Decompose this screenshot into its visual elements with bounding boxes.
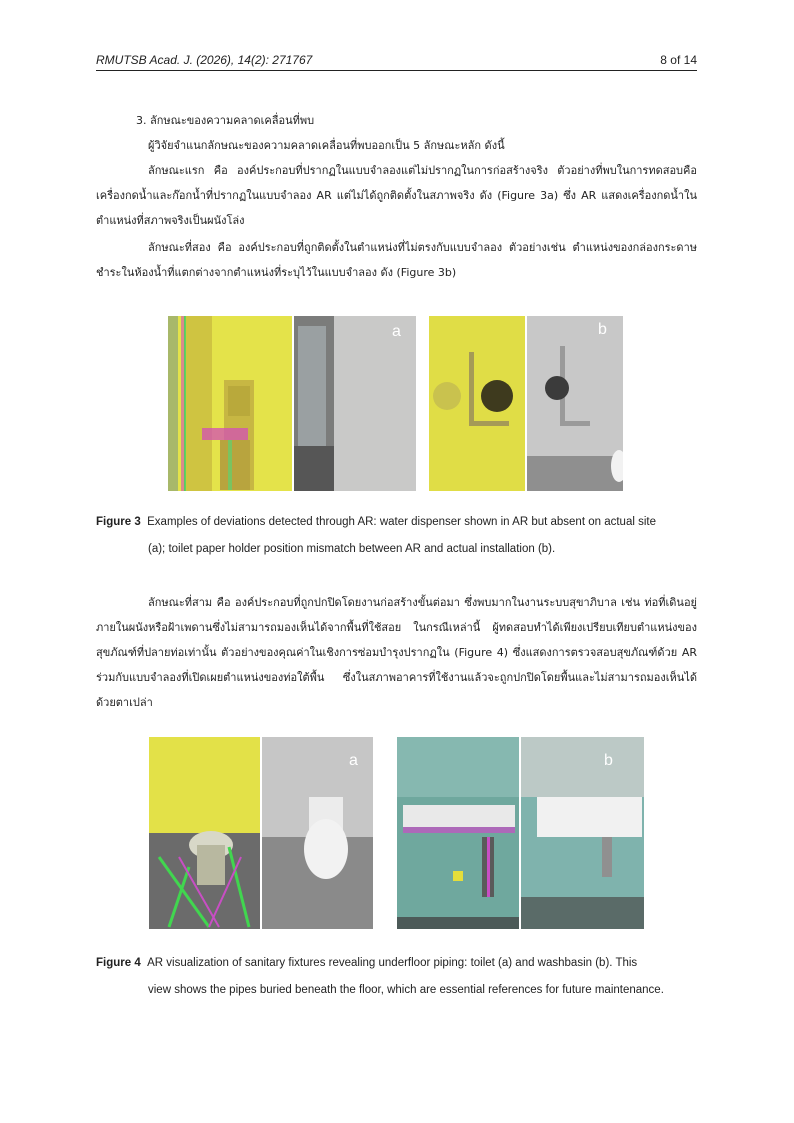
page-number: 8 of 14 (660, 53, 697, 67)
figure-4-panel-b-label: b (604, 752, 613, 769)
journal-citation: RMUTSB Acad. J. (2026), 14(2): 271767 (96, 53, 313, 67)
figure-3-caption-line-1: Examples of deviations detected through AR: water dispenser shown in AR but absent on actual site (147, 516, 656, 528)
figure-3b-photo (429, 316, 623, 491)
section-heading: 3. ลักษณะของความคลาดเคลื่อนที่พบ (136, 114, 315, 127)
figure-4-caption-line-1: AR visualization of sanitary fixtures revealing underfloor piping: toilet (a) and washbasin (b). This (147, 957, 638, 969)
figure-4-panel-a-label: a (349, 752, 358, 769)
paragraph-3: ลักษณะที่สาม คือ องค์ประกอบที่ถูกปกปิดโดยงานก่อสร้างขั้นต่อมา ซึ่งพบมากในงานระบบสุขาภิบาล เช่น ท่อที่เดินอยู่ภายในผนังหรือฝ้าเพดานซึ่งไม่สามารถมองเห็นได้จากพื้นที่ใช้สอย ในกรณีเหล่านี้ ผู้ทดสอบทำได้เพียงเปรียบเทียบตำแหน่งของสุขภัณฑ์ที่ปลายท่อเท่านั้น ตัวอย่างของคุณค่าในเชิงการซ่อมบำรุงปรากฏใน (Figure 4) ซึ่งแสดงการตรวจสอบสุขภัณฑ์ด้วย AR ร่วมกับแบบจำลองที่เปิดเผยตำแหน่งของท่อใต้พื้น ซึ่งในสภาพอาคารที่ใช้งานแล้วจะถูกปกปิดโดยพื้นและไม่สามารถมองเห็นได้ด้วยตาเปล่า (96, 596, 697, 709)
figure-3a-photo (168, 316, 416, 491)
figure-4-caption-line-2: view shows the pipes buried beneath the floor, which are essential references for future maintenance. (148, 984, 664, 996)
paragraph-2: ลักษณะที่สอง คือ องค์ประกอบที่ถูกติดตั้งในตำแหน่งที่ไม่ตรงกับแบบจำลอง ตัวอย่างเช่น ตำแหน่งของกล่องกระดาษชำระในห้องน้ำที่แตกต่างจากตำแหน่งที่ระบุไว้ในแบบจำลอง ดัง (Figure 3b) (96, 241, 697, 279)
figure-3-label: Figure 3 (96, 516, 141, 528)
figure-3-panel-b-label: b (598, 321, 607, 338)
figure-4-caption (96, 950, 697, 1004)
running-header (96, 50, 697, 71)
paragraph-1: ลักษณะแรก คือ องค์ประกอบที่ปรากฏในแบบจำลองแต่ไม่ปรากฏในการก่อสร้างจริง ตัวอย่างที่พบในการทดสอบคือ เครื่องกดน้ำและก๊อกน้ำที่ปรากฏในแบบจำลอง AR แต่ไม่ได้ถูกติดตั้งในสภาพจริง ดัง (Figure 3a) ซึ่ง AR แสดงเครื่องกดน้ำในตำแหน่งที่สภาพจริงเป็นผนังโล่ง (96, 164, 697, 227)
figure-4-label: Figure 4 (96, 957, 141, 969)
figure-3-panel-a-label: a (392, 323, 401, 340)
figure-3-caption-line-2: (a); toilet paper holder position mismatch between AR and actual installation (b). (148, 543, 556, 555)
figure-3-caption (96, 509, 697, 563)
section-intro: ผู้วิจัยจำแนกลักษณะของความคลาดเคลื่อนที่พบออกเป็น 5 ลักษณะหลัก ดังนี้ (148, 139, 505, 152)
figure-4a-photo (149, 737, 373, 929)
